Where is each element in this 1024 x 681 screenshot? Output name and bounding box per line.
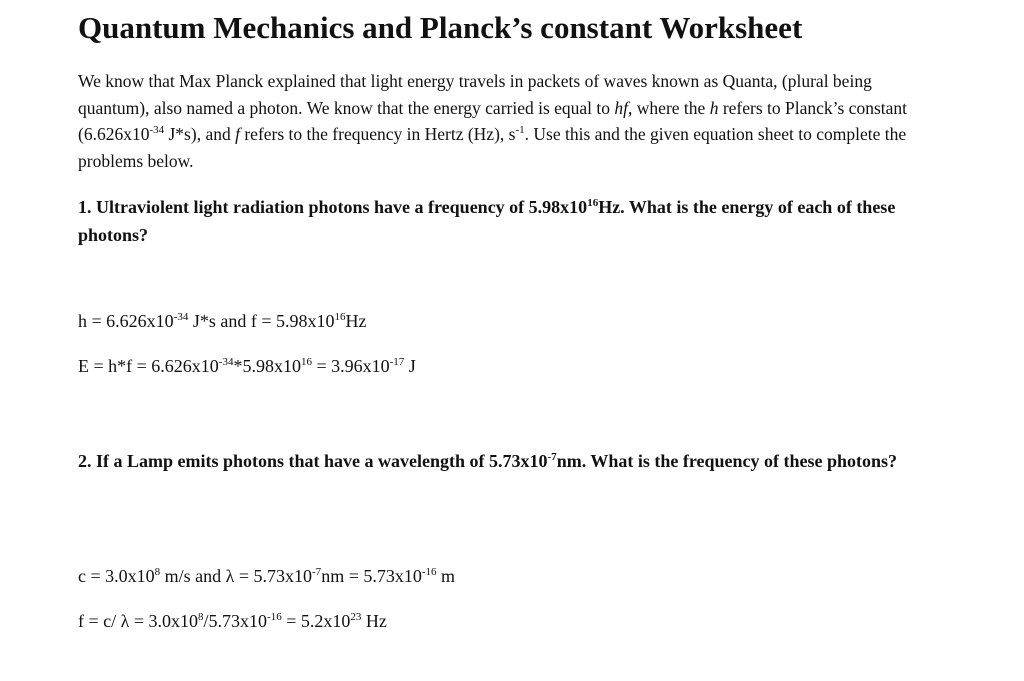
- question-1: 1. Ultraviolent light radiation photons have a frequency of $5.98x10^{16}Hz$. What is the energy of each of these photons?: [78, 197, 896, 245]
- q1-given-values: $h = 6.626x10^{-34}$ J*s and $f = 5.98x10^{16}Hz$: [78, 311, 367, 331]
- q1-answer-equation: $E = h*f = 6.626x10^{-34}*5.98x10^{16} = 3.96x10^{-17}$ J: [78, 356, 416, 376]
- q2-answer-equation: f = c/ $\lambda = 3.0x10^8/5.73x10^{-16} = 5.2x10^{23}$ Hz: [78, 611, 387, 631]
- q2-given-values: $c = 3.0x10^8$ m/s and $\lambda = 5.73x10^{-7}nm = 5.73x10^{-16}$ m: [78, 566, 456, 586]
- page-title: Quantum Mechanics and Planck’s constant Worksheet: [78, 10, 803, 45]
- question-2: 2. If a Lamp emits photons that have a wavelength of $5.73x10^{-7}nm$. What is the frequency of these photons?: [78, 451, 898, 471]
- intro-paragraph: We know that Max Planck explained that light energy travels in packets of waves known as Quanta, (plural being quantum), also named a photon. We know that the energy carried is equal to hf, where the h refers to Planck’s constant ($6.626x10^{-34}$ J*s), and f refers to the frequency in Hertz (Hz), $s^{-1}$. Use this and the given equation sheet to complete the problems below.: [78, 71, 907, 171]
